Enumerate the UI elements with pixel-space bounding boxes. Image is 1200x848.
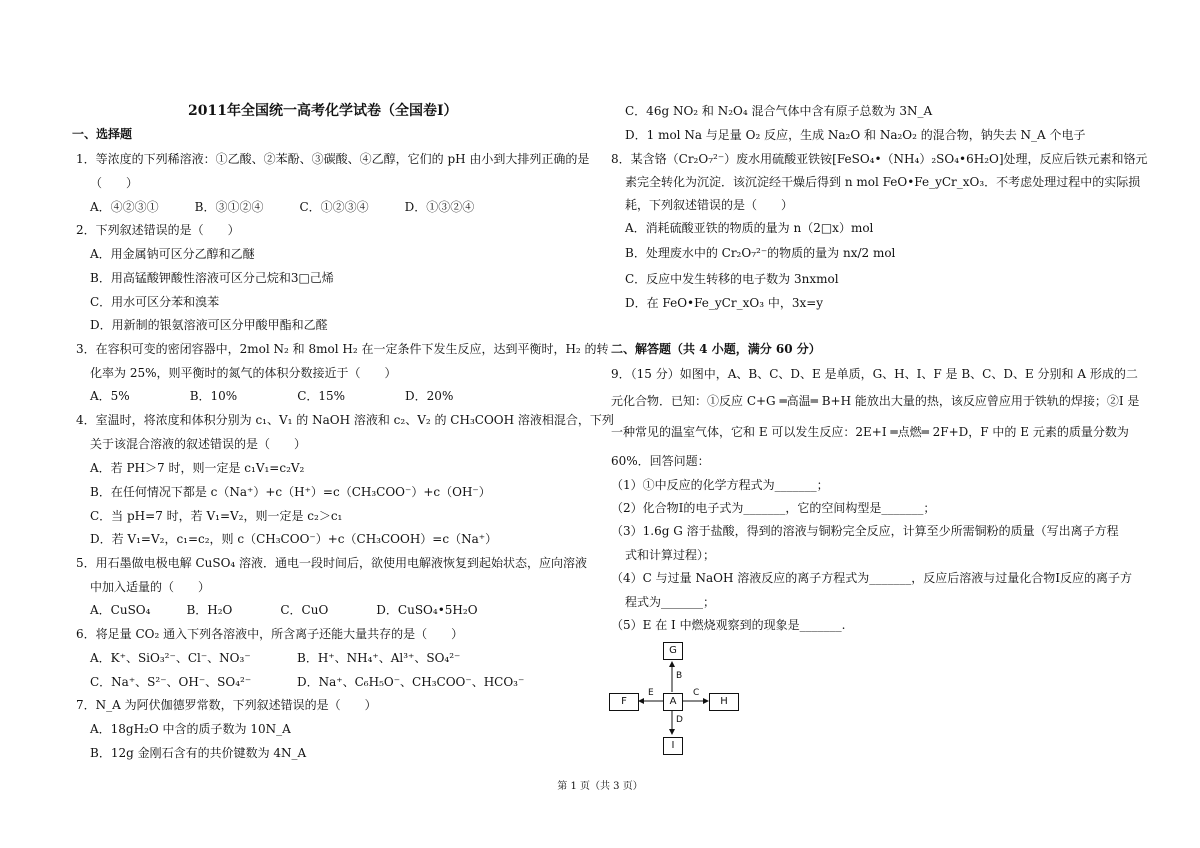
- q5-options: A．CuSO₄ B．H₂O C．CuO D．CuSO₄•5H₂O: [90, 603, 478, 617]
- q2-option-b: B．用高锰酸钾酸性溶液可区分己烷和3□己烯: [90, 271, 334, 285]
- q2-stem: 2．下列叙述错误的是（ ）: [76, 223, 240, 237]
- q7-option-c: C．46g NO₂ 和 N₂O₄ 混合气体中含有原子总数为 3N_A: [625, 104, 933, 118]
- q4-option-c: C．当 pH=7 时，若 V₁=V₂，则一定是 c₂＞c₁: [90, 509, 343, 523]
- q9-part3: （3）1.6g G 溶于盐酸，得到的溶液与铜粉完全反应，计算至少所需铜粉的质量（写出离子方程: [611, 524, 1119, 538]
- section-answer-heading: 二、解答题（共 4 小题，满分 60 分）: [611, 342, 821, 356]
- q3-options: A．5% B．10% C．15% D．20%: [90, 389, 454, 403]
- q9-stem-cont3: 60%．回答问题：: [611, 454, 710, 468]
- q3-stem-cont: 化率为 25%，则平衡时的氮气的体积分数接近于（ ）: [90, 366, 397, 380]
- q7-option-a: A．18gH₂O 中含的质子数为 10N_A: [90, 722, 291, 736]
- q4-option-d: D．若 V₁=V₂，c₁=c₂，则 c（CH₃COO⁻）+c（CH₃COOH）=c（Na⁺）: [90, 532, 498, 546]
- q9-part4-cont: 程式为_______；: [625, 595, 716, 609]
- q8-option-d: D．在 FeO•Fe_yCr_xO₃ 中，3x=y: [625, 296, 824, 310]
- section-choice-heading: 一、选择题: [72, 127, 133, 141]
- arrow-label-b: B: [676, 671, 683, 681]
- q4-stem-cont: 关于该混合溶液的叙述错误的是（ ）: [90, 437, 307, 451]
- arrow-label-d: D: [676, 715, 683, 725]
- q3-stem: 3．在容积可变的密闭容器中，2mol N₂ 和 8mol H₂ 在一定条件下发生反应，达到平衡时，H₂ 的转: [76, 342, 609, 356]
- q9-part2: （2）化合物I的电子式为_______，它的空间构型是_______；: [611, 501, 936, 515]
- node-a: A: [663, 693, 683, 711]
- node-f: F: [609, 693, 639, 711]
- q6-option-c: C．Na⁺、S²⁻、OH⁻、SO₄²⁻: [90, 675, 252, 689]
- q6-option-b: B．H⁺、NH₄⁺、Al³⁺、SO₄²⁻: [297, 651, 461, 665]
- q2-option-c: C．用水可区分苯和溴苯: [90, 295, 220, 309]
- arrow-label-e: E: [648, 688, 654, 698]
- q8-stem-cont1: 素完全转化为沉淀．该沉淀经干燥后得到 n mol FeO•Fe_yCr_xO₃．不考虑处理过程中的实际损: [625, 175, 1141, 189]
- q7-option-b: B．12g 金刚石含有的共价键数为 4N_A: [90, 746, 307, 760]
- q9-part5: （5）E 在 I 中燃烧观察到的现象是_______.: [611, 618, 846, 632]
- node-h: H: [709, 693, 739, 711]
- q8-option-b: B．处理废水中的 Cr₂O₇²⁻的物质的量为 nx/2 mol: [625, 246, 896, 260]
- q6-option-d: D．Na⁺、C₆H₅O⁻、CH₃COO⁻、HCO₃⁻: [297, 675, 525, 689]
- q4-stem: 4．室温时，将浓度和体积分别为 c₁、V₁ 的 NaOH 溶液和 c₂、V₂ 的 CH₃COOH 溶液相混合，下列: [76, 413, 614, 427]
- q6-option-a: A．K⁺、SiO₃²⁻、Cl⁻、NO₃⁻: [90, 651, 251, 665]
- node-g: G: [663, 642, 683, 660]
- q1-options: A．④②③① B．③①②④ C．①②③④ D．①③②④: [90, 200, 475, 214]
- q2-option-d: D．用新制的银氨溶液可区分甲酸甲酯和乙醛: [90, 318, 328, 332]
- q8-option-a: A．消耗硫酸亚铁的物质的量为 n（2□x）mol: [625, 221, 874, 235]
- q9-part4: （4）C 与过量 NaOH 溶液反应的离子方程式为_______，反应后溶液与过量化合物I反应的离子方: [611, 571, 1132, 585]
- page-title: 2011年全国统一高考化学试卷（全国卷I）: [188, 103, 458, 119]
- q5-stem: 5．用石墨做电极电解 CuSO₄ 溶液．通电一段时间后，欲使用电解液恢复到起始状态，应向溶液: [76, 556, 588, 570]
- q5-stem-cont: 中加入适量的（ ）: [90, 580, 211, 594]
- arrow-label-c: C: [693, 688, 700, 698]
- q7-option-d: D．1 mol Na 与足量 O₂ 反应，生成 Na₂O 和 Na₂O₂ 的混合物，钠失去 N_A 个电子: [625, 128, 1086, 142]
- q7-stem: 7．N_A 为阿伏伽德罗常数，下列叙述错误的是（ ）: [76, 698, 377, 712]
- q9-part1: （1）①中反应的化学方程式为_______；: [611, 478, 829, 492]
- reaction-diagram: [605, 638, 740, 758]
- q4-option-a: A．若 PH＞7 时，则一定是 c₁V₁=c₂V₂: [90, 461, 305, 475]
- q9-stem-cont2: 一种常见的温室气体，它和 E 可以发生反应：2E+I ═点燃═ 2F+D，F 中的 E 元素的质量分数为: [611, 425, 1129, 439]
- q1-paren: （ ）: [90, 176, 139, 190]
- q2-option-a: A．用金属钠可区分乙醇和乙醚: [90, 247, 255, 261]
- q9-stem: 9．（15 分）如图中，A、B、C、D、E 是单质，G、H、I、F 是 B、C、D、E 分别和 A 形成的二: [611, 367, 1138, 381]
- q9-part3-cont: 式和计算过程）；: [625, 548, 716, 562]
- q4-option-b: B．在任何情况下都是 c（Na⁺）+c（H⁺）=c（CH₃COO⁻）+c（OH⁻）: [90, 485, 491, 499]
- node-i: I: [663, 737, 683, 755]
- q8-stem-cont2: 耗，下列叙述错误的是（ ）: [625, 198, 794, 212]
- q8-option-c: C．反应中发生转移的电子数为 3nxmol: [625, 272, 839, 286]
- q8-stem: 8．某含铬（Cr₂O₇²⁻）废水用硫酸亚铁铵[FeSO₄•（NH₄）₂SO₄•6H₂O]处理，反应后铁元素和铬元: [611, 152, 1148, 166]
- q9-stem-cont1: 元化合物．已知：①反应 C+G ═高温═ B+H 能放出大量的热，该反应曾应用于铁轨的焊接；②I 是: [611, 394, 1140, 408]
- page-footer: 第 1 页（共 3 页）: [557, 781, 643, 792]
- q6-stem: 6．将足量 CO₂ 通入下列各溶液中，所含离子还能大量共存的是（ ）: [76, 627, 464, 641]
- q1-stem: 1．等浓度的下列稀溶液：①乙酸、②苯酚、③碳酸、④乙醇，它们的 pH 由小到大排列正确的是: [76, 152, 590, 166]
